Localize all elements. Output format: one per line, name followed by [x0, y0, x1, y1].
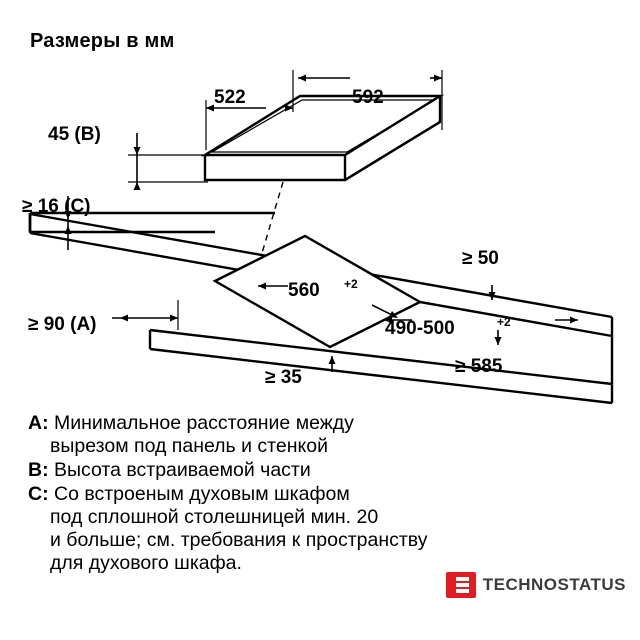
dim-560-sup: +2: [344, 277, 358, 291]
legend: [28, 412, 548, 576]
dim-90-a: ≥ 90 (A): [28, 314, 97, 335]
legend-item-a: [28, 412, 548, 458]
dim-585: ≥ 585: [455, 356, 503, 377]
dim-16-c: ≥ 16 (C): [22, 196, 91, 217]
dim-490-500: 490-500: [385, 318, 455, 339]
legend-item-b: [28, 459, 548, 482]
legend-key-a: A:: [28, 412, 49, 434]
dim-560: 560: [288, 280, 320, 301]
dim-522: 522: [214, 87, 246, 108]
watermark: [446, 572, 626, 598]
legend-text-c-line2: под сплошной столешницей мин. 20: [50, 506, 379, 528]
dim-35-front: ≥ 35: [265, 367, 302, 388]
legend-key-c: C:: [28, 483, 49, 505]
legend-text-c-line1: Со встроеным духовым шкафом: [54, 483, 350, 505]
dim-592: 592: [352, 87, 384, 108]
dim-45-b: 45 (B): [48, 124, 101, 145]
legend-text-a-line2: вырезом под панель и стенкой: [50, 435, 328, 457]
legend-text-c-line3: и больше; см. требования к пространству: [50, 529, 428, 551]
legend-text-b-line1: Высота встраиваемой части: [54, 459, 311, 481]
legend-item-c: [28, 483, 548, 575]
legend-text-c-line4: для духового шкафа.: [50, 552, 242, 574]
dim-50-rear: ≥ 50: [462, 248, 499, 269]
technostatus-logo-icon: [446, 572, 476, 598]
page-title: Размеры в мм: [30, 30, 175, 52]
legend-key-b: B:: [28, 459, 49, 481]
legend-text-a-line1: Минимальное расстояние между: [54, 412, 354, 434]
watermark-text: TECHNOSTATUS: [482, 575, 626, 594]
dim-490-500-sup: +2: [497, 315, 511, 329]
